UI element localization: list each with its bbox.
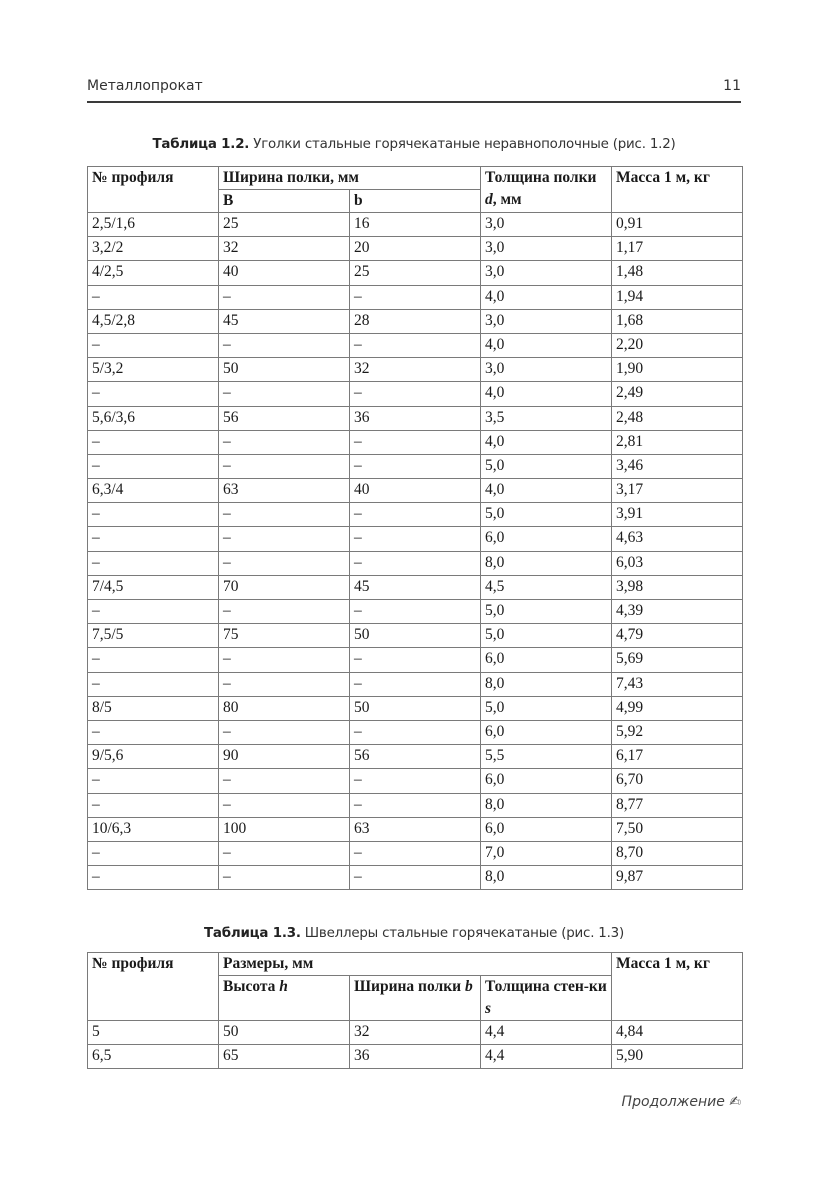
table-row [88, 575, 743, 599]
table-row [88, 624, 743, 648]
table-row [88, 1021, 743, 1045]
table-cell: 4,63 [612, 527, 743, 551]
table-cell: 32 [219, 237, 350, 261]
table-cell: 8,0 [481, 551, 612, 575]
table-cell: 40 [350, 479, 481, 503]
table-cell: 8,0 [481, 672, 612, 696]
table-cell: – [350, 430, 481, 454]
table-cell: – [219, 454, 350, 478]
table-cell: 2,81 [612, 430, 743, 454]
table-cell: – [350, 866, 481, 890]
table-row [88, 358, 743, 382]
table-row [88, 406, 743, 430]
table-cell: – [350, 503, 481, 527]
table-cell: 3,0 [481, 358, 612, 382]
table-cell: 6,03 [612, 551, 743, 575]
table-cell: 50 [350, 624, 481, 648]
table-cell: 8,70 [612, 841, 743, 865]
table-cell: 8,0 [481, 793, 612, 817]
table-cell: 3,5 [481, 406, 612, 430]
table-cell: 10/6,3 [88, 817, 219, 841]
col-header-flange-width [350, 976, 481, 1021]
table-cell: 32 [350, 1021, 481, 1045]
flange-width-label: Ширина полки [354, 978, 465, 995]
table-cell: 4,0 [481, 285, 612, 309]
table-cell: – [88, 841, 219, 865]
table-cell: 6,0 [481, 769, 612, 793]
table-cell: 4,39 [612, 600, 743, 624]
table-cell: – [350, 285, 481, 309]
table-1-3-body [88, 1021, 743, 1069]
table-cell: 6,0 [481, 817, 612, 841]
table-cell: – [219, 333, 350, 357]
table-cell: 70 [219, 575, 350, 599]
table-cell: 5,6/3,6 [88, 406, 219, 430]
table-cell: 7,5/5 [88, 624, 219, 648]
table-cell: 25 [350, 261, 481, 285]
table-cell: – [219, 503, 350, 527]
table-cell: 3,0 [481, 261, 612, 285]
thickness-unit: , мм [492, 191, 522, 208]
table-cell: – [88, 430, 219, 454]
table-cell: – [88, 720, 219, 744]
table-cell: 50 [219, 358, 350, 382]
table-cell: 4,5 [481, 575, 612, 599]
table-cell: 4/2,5 [88, 261, 219, 285]
table-cell: 8/5 [88, 696, 219, 720]
table-cell: 4,84 [612, 1021, 743, 1045]
col-header-profile: № профиля [88, 167, 219, 213]
table-cell: – [350, 551, 481, 575]
table-cell: 80 [219, 696, 350, 720]
col-header-width-group: Ширина полки, мм [219, 167, 481, 190]
table-cell: 7/4,5 [88, 575, 219, 599]
continued-label: Продолжение [621, 1094, 725, 1110]
thickness-var: d [485, 191, 493, 208]
table-cell: 7,43 [612, 672, 743, 696]
table-cell: – [88, 600, 219, 624]
table-row [88, 769, 743, 793]
table-cell: – [219, 793, 350, 817]
table-row [88, 600, 743, 624]
table-row [88, 479, 743, 503]
table-cell: 2,5/1,6 [88, 213, 219, 237]
table-cell: – [219, 841, 350, 865]
table-cell: – [88, 672, 219, 696]
table-cell: 75 [219, 624, 350, 648]
table-cell: – [219, 769, 350, 793]
table-row [88, 866, 743, 890]
table-cell: – [219, 382, 350, 406]
table-cell: 6,70 [612, 769, 743, 793]
table-row [88, 213, 743, 237]
height-label: Высота [223, 978, 280, 995]
col-header-mass: Масса 1 м, кг [612, 953, 743, 1021]
table-cell: – [219, 527, 350, 551]
table-cell: 3,0 [481, 213, 612, 237]
table-row [88, 527, 743, 551]
table-cell: 100 [219, 817, 350, 841]
flange-width-var: b [464, 978, 473, 995]
table-row [88, 261, 743, 285]
table-cell: 63 [219, 479, 350, 503]
table-cell: – [88, 793, 219, 817]
table-cell: 5,0 [481, 624, 612, 648]
col-header-height [219, 976, 350, 1021]
table-cell: – [88, 551, 219, 575]
table-row [88, 237, 743, 261]
table-cell: 2,49 [612, 382, 743, 406]
table-cell: 5,0 [481, 454, 612, 478]
table-cell: 7,50 [612, 817, 743, 841]
table-cell: – [350, 527, 481, 551]
table-row [88, 793, 743, 817]
table-cell: 3,0 [481, 309, 612, 333]
table-cell: 3,0 [481, 237, 612, 261]
table-cell: 1,90 [612, 358, 743, 382]
table-cell: 4,0 [481, 479, 612, 503]
table-cell: 1,68 [612, 309, 743, 333]
table-cell: 5,69 [612, 648, 743, 672]
table-cell: 6,0 [481, 720, 612, 744]
table-cell: – [88, 503, 219, 527]
table-cell: – [350, 672, 481, 696]
table-cell: 5,0 [481, 600, 612, 624]
table-cell: 20 [350, 237, 481, 261]
table-cell: 6,0 [481, 648, 612, 672]
header-row [88, 953, 743, 976]
table-cell: 45 [350, 575, 481, 599]
table-cell: 9/5,6 [88, 745, 219, 769]
height-var: h [279, 978, 288, 995]
table-row [88, 648, 743, 672]
table-cell: 4,79 [612, 624, 743, 648]
table-cell: 4,0 [481, 430, 612, 454]
table-row [88, 454, 743, 478]
table-cell: 5 [88, 1021, 219, 1045]
table-cell: 3,91 [612, 503, 743, 527]
table-cell: – [219, 285, 350, 309]
table-row [88, 309, 743, 333]
table-cell: – [350, 454, 481, 478]
table-cell: 40 [219, 261, 350, 285]
table-1-3-channels [87, 952, 743, 1069]
table-cell: 1,48 [612, 261, 743, 285]
table-cell: 90 [219, 745, 350, 769]
table-row [88, 430, 743, 454]
table-cell: 4,4 [481, 1021, 612, 1045]
table-cell: 1,17 [612, 237, 743, 261]
table-cell: 2,48 [612, 406, 743, 430]
table-cell: – [350, 720, 481, 744]
table-cell: 28 [350, 309, 481, 333]
table-row [88, 720, 743, 744]
table-cell: – [350, 333, 481, 357]
caption-text: Швеллеры стальные горячекатаные (рис. 1.3) [300, 926, 625, 941]
table-cell: – [88, 769, 219, 793]
table-cell: – [88, 333, 219, 357]
page-number: 11 [723, 78, 741, 94]
table-cell: – [88, 454, 219, 478]
thickness-label: Толщина полки [485, 169, 597, 186]
table-cell: 8,77 [612, 793, 743, 817]
table-cell: 36 [350, 1045, 481, 1069]
table-cell: 50 [350, 696, 481, 720]
header-row [88, 167, 743, 190]
table-cell: – [88, 285, 219, 309]
table-cell: 4,5/2,8 [88, 309, 219, 333]
table-cell: 36 [350, 406, 481, 430]
table-row [88, 672, 743, 696]
table-row [88, 285, 743, 309]
wall-thickness-label: Толщина стен-ки [485, 978, 607, 995]
table-cell: – [219, 648, 350, 672]
table-1-2-body [88, 213, 743, 890]
table-cell: – [88, 382, 219, 406]
table-row [88, 1045, 743, 1069]
table-cell: 5,5 [481, 745, 612, 769]
table-row [88, 551, 743, 575]
table-cell: 32 [350, 358, 481, 382]
table-cell: – [219, 600, 350, 624]
running-header [87, 78, 741, 103]
table-cell: 6,3/4 [88, 479, 219, 503]
table-cell: 63 [350, 817, 481, 841]
table-cell: – [219, 430, 350, 454]
table-cell: 6,5 [88, 1045, 219, 1069]
table-cell: – [88, 527, 219, 551]
table-cell: 5,90 [612, 1045, 743, 1069]
table-cell: 3,46 [612, 454, 743, 478]
table-cell: 1,94 [612, 285, 743, 309]
wall-thickness-var: s [485, 1000, 492, 1017]
pencil-hand-icon: ✍ [729, 1094, 741, 1110]
col-header-thickness [481, 167, 612, 213]
table-cell: – [219, 866, 350, 890]
table-cell: – [88, 866, 219, 890]
table-cell: 4,4 [481, 1045, 612, 1069]
table-cell: 7,0 [481, 841, 612, 865]
table-row [88, 503, 743, 527]
table-cell: 0,91 [612, 213, 743, 237]
col-header-mass: Масса 1 м, кг [612, 167, 743, 213]
table-row [88, 333, 743, 357]
running-title: Металлопрокат [87, 78, 203, 94]
table-1-3-caption [87, 926, 741, 941]
table-cell: 4,0 [481, 333, 612, 357]
table-cell: – [219, 720, 350, 744]
table-cell: 50 [219, 1021, 350, 1045]
col-header-dims-group: Размеры, мм [219, 953, 612, 976]
table-cell: – [219, 672, 350, 696]
table-cell: 5,92 [612, 720, 743, 744]
col-header-profile: № профиля [88, 953, 219, 1021]
table-cell: 4,99 [612, 696, 743, 720]
table-cell: 3,17 [612, 479, 743, 503]
table-cell: – [350, 793, 481, 817]
col-header-b: b [350, 190, 481, 213]
col-header-wall-thickness [481, 976, 612, 1021]
caption-label: Таблица 1.3. [203, 926, 301, 941]
table-cell: 25 [219, 213, 350, 237]
table-cell: 6,17 [612, 745, 743, 769]
table-cell: 4,0 [481, 382, 612, 406]
table-cell: – [350, 600, 481, 624]
table-cell: 6,0 [481, 527, 612, 551]
table-cell: 5/3,2 [88, 358, 219, 382]
table-row [88, 382, 743, 406]
table-cell: 3,2/2 [88, 237, 219, 261]
table-cell: 16 [350, 213, 481, 237]
table-cell: – [88, 648, 219, 672]
table-1-2-caption [87, 137, 741, 152]
table-cell: – [350, 382, 481, 406]
table-cell: 56 [219, 406, 350, 430]
table-cell: 5,0 [481, 696, 612, 720]
table-cell: – [219, 551, 350, 575]
table-cell: – [350, 841, 481, 865]
col-header-B: B [219, 190, 350, 213]
table-cell: – [350, 648, 481, 672]
table-row [88, 745, 743, 769]
table-cell: 3,98 [612, 575, 743, 599]
table-cell: 2,20 [612, 333, 743, 357]
table-1-2-unequal-angles [87, 166, 743, 890]
table-cell: 65 [219, 1045, 350, 1069]
table-cell: 8,0 [481, 866, 612, 890]
table-cell: 5,0 [481, 503, 612, 527]
table-cell: – [350, 769, 481, 793]
caption-label: Таблица 1.2. [152, 137, 250, 152]
table-row [88, 841, 743, 865]
table-row [88, 817, 743, 841]
table-row [88, 696, 743, 720]
table-cell: 9,87 [612, 866, 743, 890]
caption-text: Уголки стальные горячекатаные неравнополочные (рис. 1.2) [249, 137, 676, 152]
table-cell: 56 [350, 745, 481, 769]
table-cell: 45 [219, 309, 350, 333]
continued-note [622, 1094, 741, 1110]
